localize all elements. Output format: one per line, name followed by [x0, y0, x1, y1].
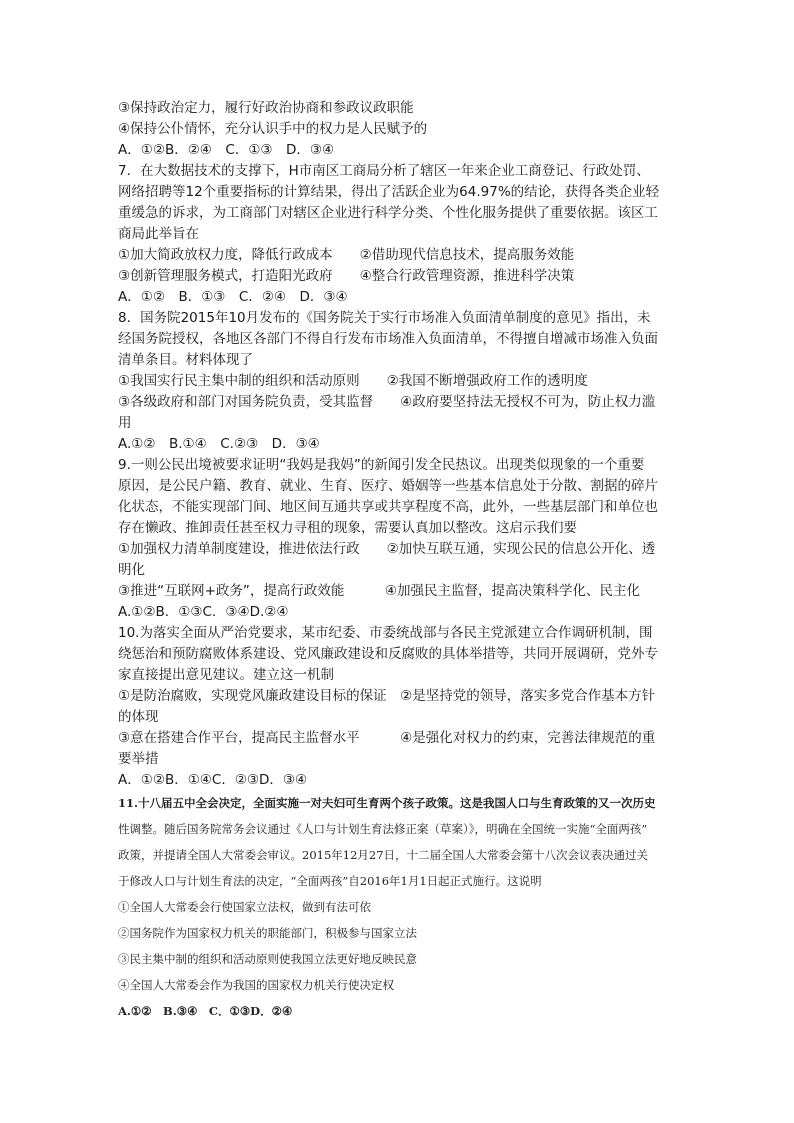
text-line: 家直接提出意见建议。建立这一机制 — [118, 667, 334, 683]
answer-options: A.①② B.③④ C．①③D．②④ — [118, 1004, 293, 1018]
text-line: ①我国实行民主集中制的组织和活动原则 ②我国不断增强政府工作的透明度 — [118, 373, 588, 389]
text-line: 重缓急的诉求，为工商部门对辖区企业进行科学分类、个性化服务提供了重要依据。该区工 — [118, 205, 658, 221]
text-line: ③意在搭建合作平台，提高民主监督水平 ④是强化对权力的约束，完善法律规范的重 — [118, 730, 656, 746]
question-11: 11.十八届五中全会决定，全面实施一对夫妇可生育两个孩子政策。这是我国人口与生育政策的又一次历史 — [118, 796, 656, 810]
text-line: ①是防治腐败，实现党风廉政建设目标的保证 ②是坚持党的领导，落实多党合作基本方针 — [118, 688, 656, 704]
text-line: 用 — [118, 415, 132, 431]
text-line: ②国务院作为国家权力机关的职能部门，积极参与国家立法 — [118, 926, 417, 940]
text-line: ④全国人大常委会作为我国的国家权力机关行使决定权 — [118, 978, 394, 992]
text-line: 的体现 — [118, 709, 159, 725]
question-10: 10.为落实全面从严治党要求，某市纪委、市委统战部与各民主党派建立合作调研机制，围 — [118, 625, 653, 641]
text-line: 绕惩治和预防腐败体系建设、党风廉政建设和反腐败的具体举措等，共同开展调研，党外专 — [118, 646, 658, 662]
question-9: 9.一则公民出境被要求证明“我妈是我妈”的新闻引发全民热议。出现类似现象的一个重要 — [118, 457, 645, 473]
text-line: ③民主集中制的组织和活动原则使我国立法更好地反映民意 — [118, 952, 417, 966]
question-8: 8．国务院2015年10月发布的《国务院关于实行市场准入负面清单制度的意见》指出，未 — [118, 310, 651, 326]
text-line: ③创新管理服务模式，打造阳光政府 ④整合行政管理资源，推进科学决策 — [118, 268, 575, 284]
question-7: 7．在大数据技术的支撑下，H市南区工商局分析了辖区一年来企业工商登记、行政处罚、 — [118, 163, 650, 179]
answer-options: A．①② B．①③ C．②④ D．③④ — [118, 289, 348, 305]
text-line: ①全国人大常委会行使国家立法权，做到有法可依 — [118, 900, 371, 914]
text-line: ③保持政治定力，履行好政治协商和参政议政职能 — [118, 100, 414, 116]
text-line: 化状态，不能实现部门间、地区间互通共享或共享程度不高，此外，一些基层部门和单位也 — [118, 499, 658, 515]
text-line: 清单条目。材料体现了 — [118, 352, 253, 368]
text-line: 原因，是公民户籍、教育、就业、生育、医疗、婚姻等一些基本信息处于分散、割据的碎片 — [118, 478, 658, 494]
text-line: 经国务院授权，各地区各部门不得自行发布市场准入负面清单，不得擅自增减市场准入负面 — [118, 331, 658, 347]
answer-options: A．①②B．①④C．②③D．③④ — [118, 772, 308, 788]
answer-options: A．①②B．②④ C．①③ D．③④ — [118, 142, 335, 158]
text-line: ③推进“互联网+政务”，提高行政效能 ④加强民主监督，提高决策科学化、民主化 — [118, 583, 641, 599]
text-line: 性调整。随后国务院常务会议通过《人口与计划生育法修正案（草案）》，明确在全国统一实施“全面两孩” — [118, 822, 648, 836]
answer-options: A.①②B．①③C．③④D.②④ — [118, 604, 289, 620]
text-line: 网络招聘等12个重要指标的计算结果，得出了活跃企业为64.97%的结论，获得各类企业轻 — [118, 184, 660, 200]
text-line: 商局此举旨在 — [118, 226, 199, 242]
text-line: 要举措 — [118, 751, 159, 767]
text-line: 明化 — [118, 562, 145, 578]
text-line: ①加强权力清单制度建设，推进依法行政 ②加快互联互通，实现公民的信息公开化、透 — [118, 541, 656, 557]
text-line: 存在懒政、推卸责任甚至权力寻租的现象，需要认真加以整改。这启示我们要 — [118, 520, 577, 536]
text-line: 于修改人口与计划生育法的决定，“全面两孩”自2016年1月1日起正式施行。这说明 — [118, 874, 542, 888]
text-line: 政策，并提请全国人大常委会审议。2015年12月27日，十二届全国人大常委会第十八次会议表决通过关 — [118, 848, 649, 862]
text-line: ③各级政府和部门对国务院负责，受其监督 ④政府要坚持法无授权不可为，防止权力滥 — [118, 394, 656, 410]
text-line: ④保持公仆情怀，充分认识手中的权力是人民赋予的 — [118, 121, 428, 137]
answer-options: A.①② B.①④ C.②③ D．③④ — [118, 436, 320, 452]
text-line: ①加大简政放权力度，降低行政成本 ②借助现代信息技术，提高服务效能 — [118, 247, 575, 263]
